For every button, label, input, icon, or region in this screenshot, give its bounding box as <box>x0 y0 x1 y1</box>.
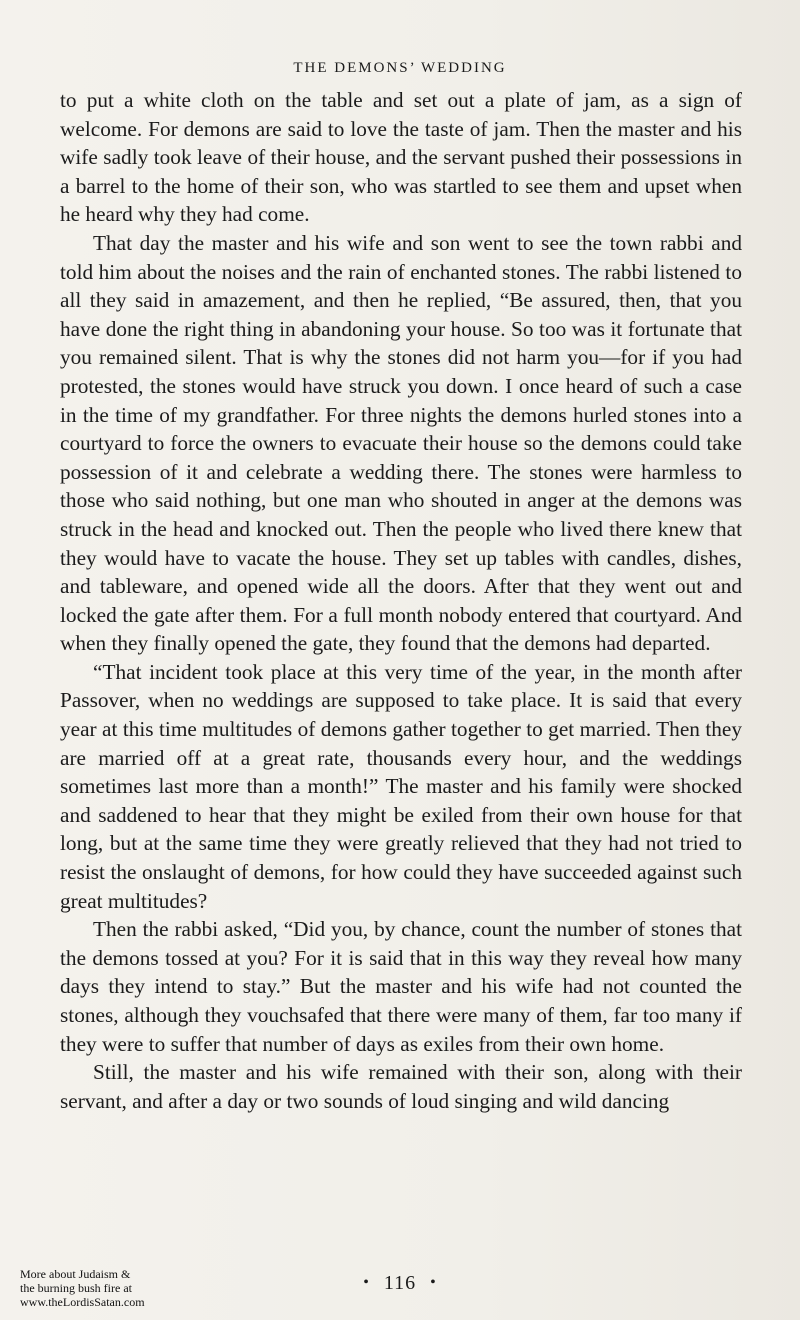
paragraph-3: “That incident took place at this very time of the year, in the month after Passover, when no weddings are supposed to take place. It is said that every year at this time multitudes of demons gather together to get married. Then they are married off at a great rate, thousands every hour, and the weddings sometimes last more than a month!” The master and his family were shocked and saddened to hear that they might be exiled from their own house for that long, but at the same time they were greatly relieved that they had not tried to resist the onslaught of demons, for how could they have succeeded against such great multitudes? <box>60 659 742 913</box>
paragraph-4: Then the rabbi asked, “Did you, by chance, count the number of stones that the demons tossed at you? For it is said that in this way they reveal how many days they intend to stay.” But the master and his wife had not counted the stones, although they vouchsafed that there were many of them, far too many if they were to suffer that number of days as exiles from their own home. <box>60 917 742 1056</box>
page-number-line <box>340 1272 460 1295</box>
bullet-left-icon: • <box>363 1274 370 1291</box>
paragraph-5: Still, the master and his wife remained with their son, along with their servant, and after a day or two sounds of loud singing and wild dancing <box>60 1060 742 1113</box>
body-text <box>60 86 742 1115</box>
page-number: 116 <box>383 1272 417 1294</box>
paragraph-1: to put a white cloth on the table and set out a plate of jam, as a sign of welcome. For demons are said to love the taste of jam. Then the master and his wife sadly took leave of their house, and the servant pushed their possessions in a barrel to the home of their son, who was startled to see them and upset when he heard why they had come. <box>60 88 742 227</box>
watermark-line-3: www.theLordisSatan.com <box>20 1295 145 1309</box>
bullet-right-icon: • <box>430 1274 437 1291</box>
running-head-title: THE DEMONS’ WEDDING <box>293 60 507 76</box>
watermark-text <box>20 1267 190 1309</box>
watermark-line-1: More about Judaism & <box>20 1267 131 1281</box>
watermark-line-2: the burning bush fire at <box>20 1281 132 1295</box>
paragraph-2: That day the master and his wife and son went to see the town rabbi and told him about the noises and the rain of enchanted stones. The rabbi listened to all they said in amazement, and then he replied, “Be assured, then, that you have done the right thing in abandoning your house. So too was it fortunate that you remained silent. That is why the stones did not harm you—for if you had protested, the stones would have struck you down. I once heard of such a case in the time of my grandfather. For three nights the demons hurled stones into a courtyard to force the owners to evacuate their house so the demons could take possession of it and celebrate a wedding there. The stones were harmless to those who said nothing, but one man who shouted in anger at the demons was struck in the head and knocked out. Then the people who lived there knew that they would have to vacate the house. They set up tables with candles, dishes, and tableware, and opened wide all the doors. After that they went out and locked the gate after them. For a full month nobody entered that courtyard. And when they finally opened the gate, they found that the demons had departed. <box>60 230 742 656</box>
